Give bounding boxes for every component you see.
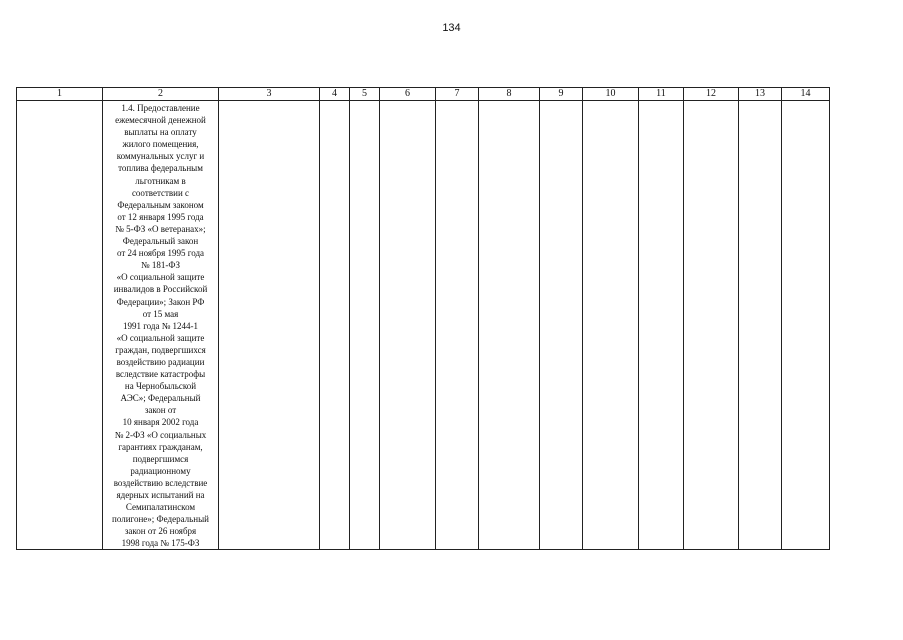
table-cell-9 xyxy=(540,101,583,550)
text-line: № 5-ФЗ «О ветеранах»; xyxy=(115,223,206,234)
text-line: на Чернобыльской xyxy=(124,381,197,392)
column-header-11: 11 xyxy=(639,88,684,101)
table-cell-14 xyxy=(782,101,830,550)
table-cell-4 xyxy=(320,101,350,550)
text-line: № 181-ФЗ xyxy=(141,260,180,271)
text-line: жилого помещения, xyxy=(122,139,199,150)
text-line: соответствии с xyxy=(131,187,190,198)
text-line: коммунальных услуг и xyxy=(116,151,205,162)
text-line: льготникам в xyxy=(135,175,186,186)
table-cell-11 xyxy=(639,101,684,550)
text-line: закон от 26 ноября xyxy=(124,526,197,537)
text-line: топлива федеральным xyxy=(118,163,203,174)
table-cell-10 xyxy=(583,101,639,550)
page-number: 134 xyxy=(442,22,461,34)
table-cell-7 xyxy=(436,101,479,550)
column-header-6: 6 xyxy=(380,88,436,101)
table-row xyxy=(17,101,830,550)
text-line: Федеральный закон xyxy=(122,236,199,247)
table-cell-8 xyxy=(479,101,540,550)
table-cell-3 xyxy=(219,101,320,550)
table-cell-6 xyxy=(380,101,436,550)
text-line: «О социальной защите xyxy=(116,272,205,283)
text-line: 1.4. Предоставление xyxy=(121,103,200,113)
table-cell-5 xyxy=(350,101,380,550)
text-line: воздействию радиации xyxy=(116,356,205,367)
text-line: инвалидов в Российской xyxy=(113,284,208,295)
text-line: 1991 года № 1244-1 xyxy=(122,320,199,331)
column-header-9: 9 xyxy=(540,88,583,101)
text-line: АЭС»; Федеральный xyxy=(120,393,201,404)
text-line: Федеральным законом xyxy=(117,199,204,210)
text-line: 1998 года № 175-ФЗ xyxy=(121,538,200,549)
table-cell-1 xyxy=(17,101,103,550)
text-line: ядерных испытаний на xyxy=(116,490,205,500)
column-header-13: 13 xyxy=(739,88,782,101)
text-line: ежемесячной денежной xyxy=(115,115,206,126)
header-row xyxy=(17,88,830,101)
column-header-2: 2 xyxy=(103,88,219,101)
column-header-8: 8 xyxy=(479,88,540,101)
measure-description-cell xyxy=(103,101,219,550)
column-header-4: 4 xyxy=(320,88,350,101)
table-cell-13 xyxy=(739,101,782,550)
text-line: воздействию вследствие xyxy=(113,477,208,488)
text-line: Семипалатинском xyxy=(125,502,196,513)
text-line: «О социальной защите xyxy=(116,332,205,343)
column-header-14: 14 xyxy=(782,88,830,101)
text-line: № 2-ФЗ «О социальных xyxy=(114,429,207,440)
text-line: 10 января 2002 года xyxy=(122,417,199,428)
table-cell-12 xyxy=(684,101,739,550)
text-line: от 15 мая xyxy=(142,308,179,319)
column-header-3: 3 xyxy=(219,88,320,101)
column-header-5: 5 xyxy=(350,88,380,101)
column-header-10: 10 xyxy=(583,88,639,101)
text-line: закон от xyxy=(144,405,177,416)
text-line: радиационному xyxy=(130,465,191,476)
text-line: граждан, подвергшихся xyxy=(115,344,206,355)
column-header-12: 12 xyxy=(684,88,739,101)
text-line: от 24 ноября 1995 года xyxy=(116,248,205,259)
column-header-1: 1 xyxy=(17,88,103,101)
text-line: гарантиях гражданам, xyxy=(118,441,203,452)
text-line: полигоне»; Федеральный xyxy=(112,514,209,525)
text-line: подвергшимся xyxy=(132,453,189,464)
text-line: выплаты на оплату xyxy=(124,127,197,138)
text-line: вследствие катастрофы xyxy=(115,369,206,380)
text-line: Федерации»; Закон РФ xyxy=(116,296,205,307)
text-line: от 12 января 1995 года xyxy=(117,211,204,222)
data-table xyxy=(16,87,830,550)
column-header-7: 7 xyxy=(436,88,479,101)
